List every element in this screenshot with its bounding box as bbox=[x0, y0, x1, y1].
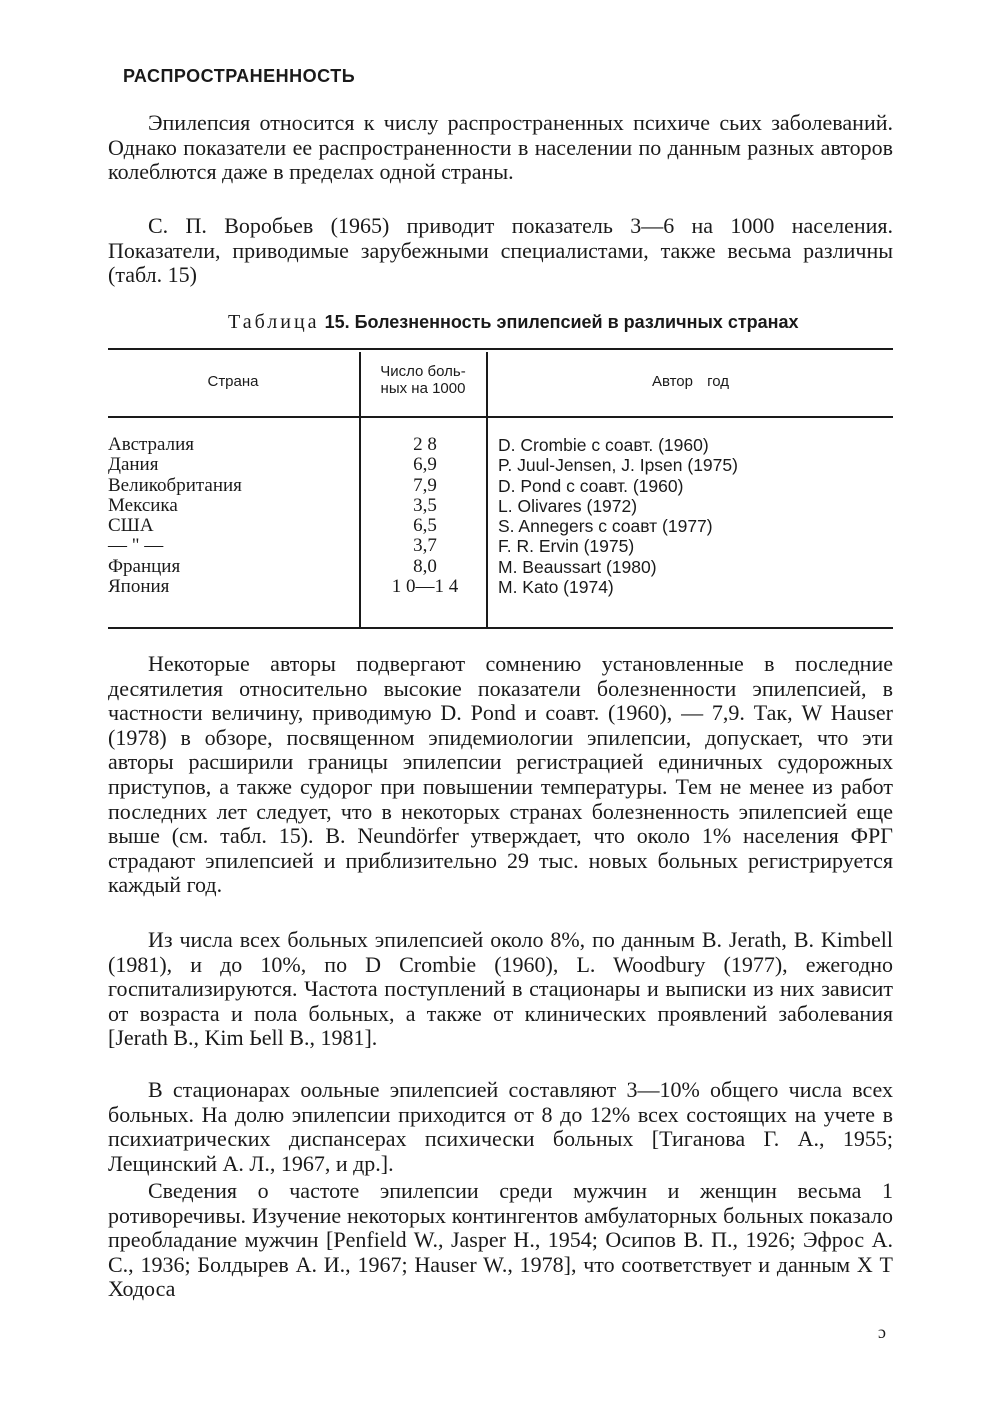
header-author: Автор год bbox=[651, 373, 730, 390]
table-cell-rate: 6,5 bbox=[413, 515, 437, 537]
column-rate bbox=[365, 435, 485, 597]
table-caption bbox=[228, 311, 893, 334]
table-cell-author: D. Crombie с соавт. (1960) bbox=[498, 435, 709, 455]
table-cell-rate: 2 8 bbox=[413, 434, 437, 455]
table-caption-label: Таблица bbox=[228, 311, 320, 333]
header-country: Страна bbox=[207, 373, 259, 390]
intro-paragraph-2: С. П. Воробьев (1965) приводит показатель 3—6 на 1000 населения. Показатели, приводимые зарубежными специалистами, также весьма различны (табл. 15) bbox=[108, 213, 893, 288]
header-rate bbox=[360, 363, 486, 397]
header-rate-line-2: ных на 1000 bbox=[380, 380, 466, 397]
table-cell-author: F. R. Ervin (1975) bbox=[498, 536, 635, 557]
table-cell-rate: 6,9 bbox=[413, 454, 437, 476]
page-number: ɔ bbox=[878, 1322, 886, 1342]
table-cell-rate: 1 0—1 4 bbox=[391, 576, 459, 598]
table-cell-country: Япония bbox=[108, 576, 170, 598]
table-cell-country: — " — bbox=[108, 535, 164, 557]
table-cell-rate: 8,0 bbox=[413, 555, 437, 577]
body-paragraph-1: Некоторые авторы подвергают сомнению установленные в последние десятилетия относительно высокие показатели болезненности эпилепсией, в частности величину, приводимую D. Pond и соавт. (1960), — 7,9. Так, W Hauser (1978) в обзоре, посвященном эпидемиологии эпилепсии, допускает, что эти авторы расширили границы эпилепсии регистрацией единичных судорожных приступов, а также судорог при повышении температуры. Тем не менее из работ последних лет следует, что в некоторых странах болезненность эпилепсией еще выше (см. табл. 15). B. Neundörfer утверждает, что около 1% населения ФРГ страдают эпилепсией и приблизительно 29 тыс. новых больных регистрируется каждый год. bbox=[108, 651, 893, 898]
table-cell-author: L. Olivares (1972) bbox=[498, 495, 638, 516]
table-cell-country: США bbox=[108, 515, 154, 537]
column-country bbox=[108, 435, 358, 597]
table-cell-rate: 7,9 bbox=[413, 474, 437, 496]
table-top-rule bbox=[108, 348, 893, 350]
table-header-rule bbox=[108, 416, 893, 418]
table-caption-text: 15. Болезненность эпилепсией в различных странах bbox=[324, 312, 799, 332]
table-cell-country: Австралия bbox=[108, 434, 195, 455]
table-cell-author: M. Beaussart (1980) bbox=[498, 556, 657, 577]
table-cell-rate: 3,7 bbox=[413, 535, 437, 557]
table-cell-author: S. Annegers с соавт (1977) bbox=[498, 516, 713, 537]
table-cell-rate: 3,5 bbox=[413, 494, 437, 516]
table-cell-author: P. Juul-Jensen, J. Ipsen (1975) bbox=[498, 455, 738, 476]
column-author bbox=[498, 435, 893, 597]
table-cell-author: M. Kato (1974) bbox=[498, 577, 614, 598]
intro-paragraph-1: Эпилепсия относится к числу распространенных психиче сьих заболеваний. Однако показатели ее распространенности в населении по данным разных авторов колеблются даже в пределах одной страны. bbox=[108, 110, 893, 185]
header-rate-line-1: Число боль- bbox=[380, 363, 466, 380]
table-column-divider-2 bbox=[486, 352, 488, 627]
section-heading: РАСПРОСТРАНЕННОСТЬ bbox=[123, 66, 356, 86]
body-paragraph-3: В стационарах оольные эпилепсией составляют 3—10% общего числа всех больных. На долю эпилепсии приходится от 8 до 12% всех состоящих на учете в психиатрических диспансерах психически больных [Тиганова Г. А., 1955; Лещинский А. Л., 1967, и др.]. bbox=[108, 1077, 893, 1176]
table-cell-country: Дания bbox=[108, 454, 159, 476]
table-cell-country: Великобритания bbox=[108, 474, 242, 496]
table-bottom-rule bbox=[108, 627, 893, 629]
table-cell-country: Мексика bbox=[108, 494, 178, 516]
table-cell-country: Франция bbox=[108, 555, 181, 577]
body-paragraph-4: Сведения о частоте эпилепсии среди мужчин и женщин весьма 1 ротиворечивы. Изучение некоторых контингентов амбулаторных больных показало преобладание мужчин [Penfield W., Jasper H., 1954; Осипов В. П., 1926; Эфрос А. С., 1936; Болдырев А. И., 1967; Hauser W., 1978], что соответствует и данным Х Т Ходоса bbox=[108, 1178, 893, 1302]
body-paragraph-2: Из числа всех больных эпилепсией около 8%, по данным B. Jerath, B. Kimbell (1981), и до 10%, по D Crombie (1960), L. Woodbury (1977), ежегодно госпитализируются. Частота поступлений в стационары и выписки из них зависит от возраста и пола больных, а также от клинических проявлений заболевания [Jerath B., Kim Ьell B., 1981]. bbox=[108, 927, 893, 1051]
table-cell-author: D. Pond с соавт. (1960) bbox=[498, 475, 684, 496]
